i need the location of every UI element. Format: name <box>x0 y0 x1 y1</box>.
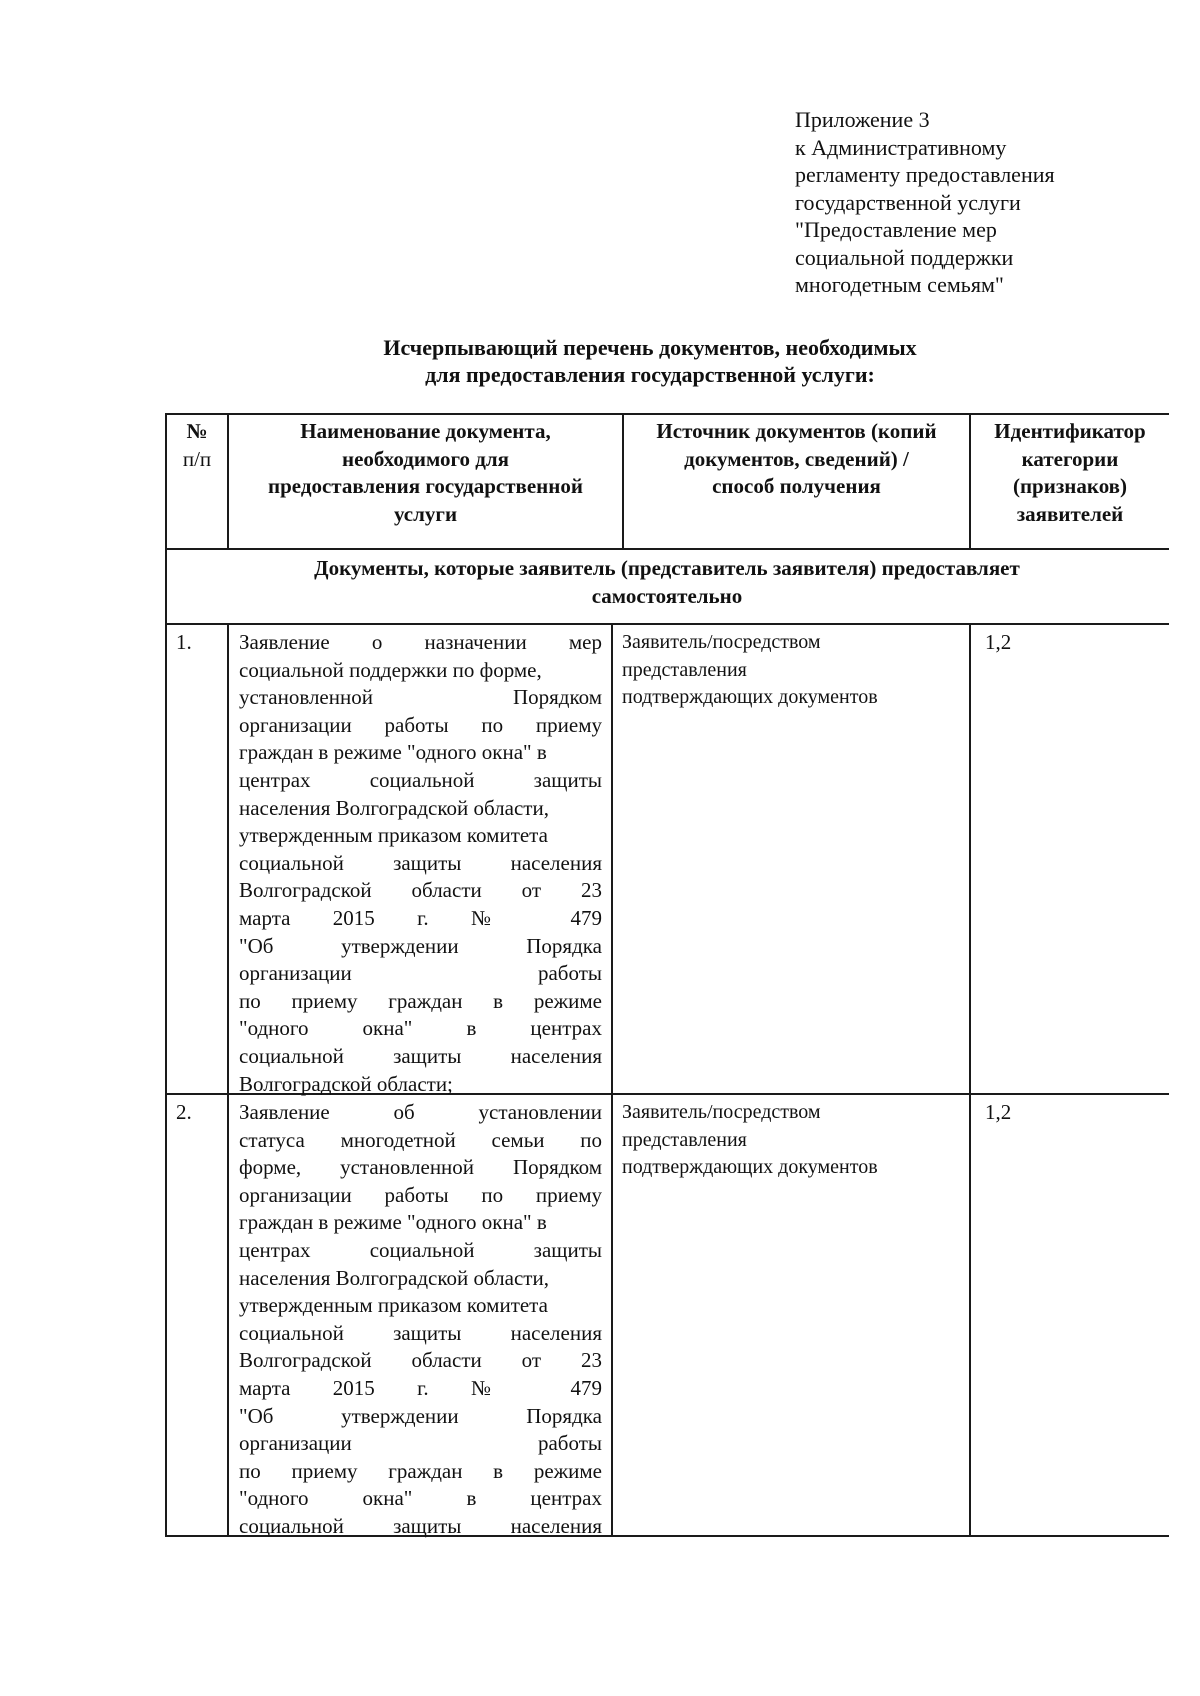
source-line: представления <box>622 658 747 681</box>
row-2-document-name <box>239 1099 602 1541</box>
name-line: Заявление о назначении мер <box>239 630 602 654</box>
header-source-line: документов, сведений) / <box>684 446 909 471</box>
name-line: Волгоградской области от 23 <box>239 1348 602 1373</box>
row-2-category: 1,2 <box>985 1100 1012 1124</box>
name-line: граждан в режиме "одного окна" в <box>239 740 547 765</box>
table-section-bottom <box>165 623 1169 625</box>
section-line: Документы, которые заявитель (представитель заявителя) предоставляет <box>314 556 1020 580</box>
name-line: населения Волгоградской области, <box>239 795 549 820</box>
body-col-divider <box>969 623 971 1537</box>
appendix-line: многодетным семьям" <box>795 272 1004 297</box>
row-2-source <box>622 1099 962 1182</box>
appendix-line: регламенту предоставления <box>795 162 1055 187</box>
name-line: "Об утверждении Порядка <box>239 1403 602 1428</box>
appendix-line: Приложение 3 <box>795 107 930 132</box>
header-source-line: способ получения <box>712 474 881 499</box>
name-line: населения Волгоградской области, <box>239 1265 549 1290</box>
source-line: представления <box>622 1128 747 1151</box>
section-header <box>167 555 1167 610</box>
table-header-bottom <box>165 548 1169 550</box>
name-line: организации работы по приему <box>239 712 602 737</box>
name-line: "Об утверждении Порядка <box>239 933 602 958</box>
name-line: утвержденным приказом комитета <box>239 823 548 848</box>
table-border-top <box>165 413 1169 415</box>
name-line: центрах социальной защиты <box>239 1237 602 1262</box>
section-line: самостоятельно <box>591 583 743 608</box>
row-1-num: 1. <box>176 630 192 654</box>
name-line: по приему граждан в режиме <box>239 1458 602 1483</box>
name-line: центрах социальной защиты <box>239 767 602 792</box>
name-line: социальной защиты населения <box>239 1513 602 1538</box>
header-category-line: (признаков) <box>1012 474 1128 499</box>
appendix-line: к Административному <box>795 134 1007 160</box>
name-line: марта 2015 г. № 479 <box>239 1375 602 1400</box>
header-num-line: п/п <box>182 446 212 471</box>
source-line: подтверждающих документов <box>622 686 878 709</box>
header-category-line: заявителей <box>1016 501 1124 526</box>
appendix-line: государственной услуги <box>795 189 1021 215</box>
source-line: Заявитель/посредством <box>622 631 821 653</box>
row-1-source <box>622 629 962 712</box>
name-line: форме, установленной Порядком <box>239 1155 602 1180</box>
name-line: Волгоградской области; <box>239 1071 453 1096</box>
header-name-line: Наименование документа, <box>300 419 551 443</box>
name-line: Заявление об установлении <box>239 1100 602 1124</box>
title-line: для предоставления государственной услуги: <box>425 362 875 387</box>
name-line: статуса многодетной семьи по <box>239 1127 602 1152</box>
header-category <box>971 418 1169 528</box>
row-1-category: 1,2 <box>985 630 1012 654</box>
header-source <box>624 418 969 501</box>
body-col-divider <box>611 623 613 1537</box>
name-line: Волгоградской области от 23 <box>239 878 602 903</box>
name-line: марта 2015 г. № 479 <box>239 905 602 930</box>
header-num <box>167 418 227 473</box>
title-line: Исчерпывающий перечень документов, необходимых <box>383 335 917 360</box>
header-name-line: услуги <box>393 501 458 526</box>
name-line: граждан в режиме "одного окна" в <box>239 1210 547 1235</box>
body-col-divider <box>227 623 229 1537</box>
header-source-line: Источник документов (копий <box>656 419 937 443</box>
appendix-line: "Предоставление мер <box>795 217 997 242</box>
name-line: по приему граждан в режиме <box>239 988 602 1013</box>
name-line: социальной защиты населения <box>239 1320 602 1345</box>
row-2-num: 2. <box>176 1100 192 1124</box>
header-num-line: № <box>186 419 208 443</box>
header-document-name <box>229 418 622 528</box>
header-category-line: Идентификатор <box>994 419 1146 443</box>
appendix-line: социальной поддержки <box>795 244 1014 270</box>
header-name-line: необходимого для <box>342 446 509 471</box>
name-line: организации работы <box>239 961 602 986</box>
name-line: утвержденным приказом комитета <box>239 1293 548 1318</box>
name-line: установленной Порядком <box>239 685 602 710</box>
name-line: социальной защиты населения <box>239 850 602 875</box>
name-line: социальной поддержки по форме, <box>239 657 542 682</box>
source-line: Заявитель/посредством <box>622 1101 821 1123</box>
name-line: "одного окна" в центрах <box>239 1486 602 1511</box>
row-1-document-name <box>239 629 602 1098</box>
name-line: организации работы <box>239 1431 602 1456</box>
name-line: организации работы по приему <box>239 1182 602 1207</box>
name-line: социальной защиты населения <box>239 1043 602 1068</box>
header-category-line: категории <box>1021 446 1119 471</box>
header-name-line: предоставления государственной <box>268 474 583 499</box>
name-line: "одного окна" в центрах <box>239 1016 602 1041</box>
source-line: подтверждающих документов <box>622 1156 878 1179</box>
